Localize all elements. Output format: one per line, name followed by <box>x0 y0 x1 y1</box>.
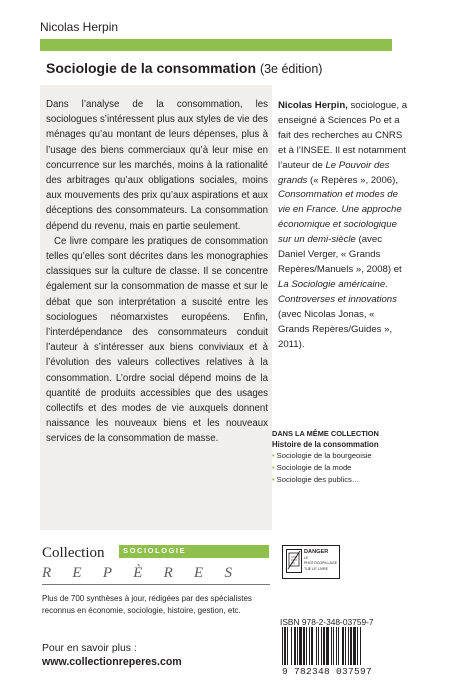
reperes-letter: P <box>102 565 112 581</box>
bio-book-1: Le Pouvoir des grands <box>278 159 390 186</box>
summary-paragraph-1: Dans l’analyse de la consommation, les sociologues s’intéressent plus aux styles de vie des ménages qu’au montant de leurs dépenses, plus à l’usage des biens commerciaux qu’à leur mise en concurrence sur les marchés, moins à la rationalité des arbitrages qu’aux obligations sociales, moins aux mouvements des prix qu’aux aspirations et aux déceptions des consommateurs. La consommation dépend du revenu, mais en partie seulement. <box>46 99 268 232</box>
collection-website-link[interactable]: www.collectionreperes.com <box>42 656 182 668</box>
bio-text-3: (avec Daniel Verger, « Grands Repères/Manuels », 2008) et <box>278 234 402 275</box>
barcode-digits: 9 782348 037597 <box>282 666 373 677</box>
title-text: Sociologie de la consommation <box>46 60 257 76</box>
bio-text-1: sociologue, a enseigné à Sciences Po et a fait des recherches au CNRS et à l’INSEE. Il est notamment l’auteur de <box>278 100 408 171</box>
book-title <box>46 60 322 76</box>
summary-paragraph-2: Ce livre compare les pratiques de consommation telles qu’elles sont décrites dans les monographies classiques sur la culture de classe. Il se concentre également sur la consommation de masse et sur le débat que son interprétation a suscité entre les sociologues néomarxistes européens. Enfin, l’interdépendance des consommateurs conduit l’auteur à s’intéresser aux biens conviviaux et à l’évolution des valeurs collectives relatives à la consommation. L’ordre social dépend moins de la quantité de produits accessibles que des usages collectifs et des modes de vie auxquels donnent naissance les nouveaux biens et les nouveaux services de la consommation de masse. <box>46 235 268 445</box>
same-collection-box <box>272 428 392 486</box>
author-bio <box>278 99 408 352</box>
divider <box>42 584 270 585</box>
same-collection-item-label: Sociologie de la mode <box>276 463 352 472</box>
author-name: Nicolas Herpin <box>40 20 119 34</box>
bullet-icon: • <box>272 475 275 484</box>
barcode-icon <box>278 627 396 669</box>
same-collection-item <box>272 450 392 462</box>
same-collection-item-label: Sociologie de la bourgeoisie <box>276 451 372 460</box>
edition-label: (3e édition) <box>259 62 323 76</box>
isbn-label: ISBN 978-2-348-03759-7 <box>280 617 374 627</box>
bio-name: Nicolas Herpin, <box>278 100 348 111</box>
collection-label: Collection <box>42 545 105 561</box>
reperes-letter: R <box>163 565 173 581</box>
bullet-icon: • <box>272 451 275 460</box>
same-collection-item-label: Sociologie des publics… <box>276 475 360 484</box>
same-collection-heading: DANS LA MÊME COLLECTION <box>272 429 379 438</box>
summary-text <box>46 97 268 447</box>
photocopillage-label: PHOTOCOPILLAGE <box>304 561 338 565</box>
reperes-letter: E <box>194 565 204 581</box>
le-label: LE <box>304 556 309 560</box>
same-collection-item <box>272 474 392 486</box>
bio-text-4: (avec Nicolas Jonas, « Grands Repères/Guides », 2011). <box>278 308 393 350</box>
bio-book-3: La Sociologie américaine. Controverses et innovations <box>278 278 397 305</box>
reperes-letter: S <box>224 565 232 581</box>
collection-badge-label: SOCIOLOGIE <box>123 546 187 555</box>
reperes-wordmark <box>42 565 232 583</box>
bio-text-2: (« Repères », 2006), <box>307 174 399 186</box>
same-collection-item <box>272 462 392 474</box>
same-collection-subheading: Histoire de la consommation <box>272 440 379 449</box>
photocopillage-pictogram <box>282 545 340 579</box>
collection-badge <box>119 545 269 558</box>
danger-label: DANGER <box>304 549 329 555</box>
more-info-label: Pour en savoir plus : <box>42 643 137 654</box>
collection-description: Plus de 700 synthèses à jour, rédigées par des spécialistes reconnus en économie, sociologie, histoire, gestion, etc. <box>42 594 252 615</box>
photocopy-warning-icon <box>286 549 302 573</box>
bullet-icon: • <box>272 463 275 472</box>
green-header-bar <box>40 39 392 51</box>
reperes-letter: È <box>133 565 143 581</box>
tue-label: TUE LE LIVRE <box>304 567 328 571</box>
reperes-letter: R <box>42 565 52 581</box>
bio-book-2: Consommation et modes de vie en France. Une approche économique et sociologique sur un demi-siècle <box>278 189 402 246</box>
reperes-letter: E <box>72 565 82 581</box>
